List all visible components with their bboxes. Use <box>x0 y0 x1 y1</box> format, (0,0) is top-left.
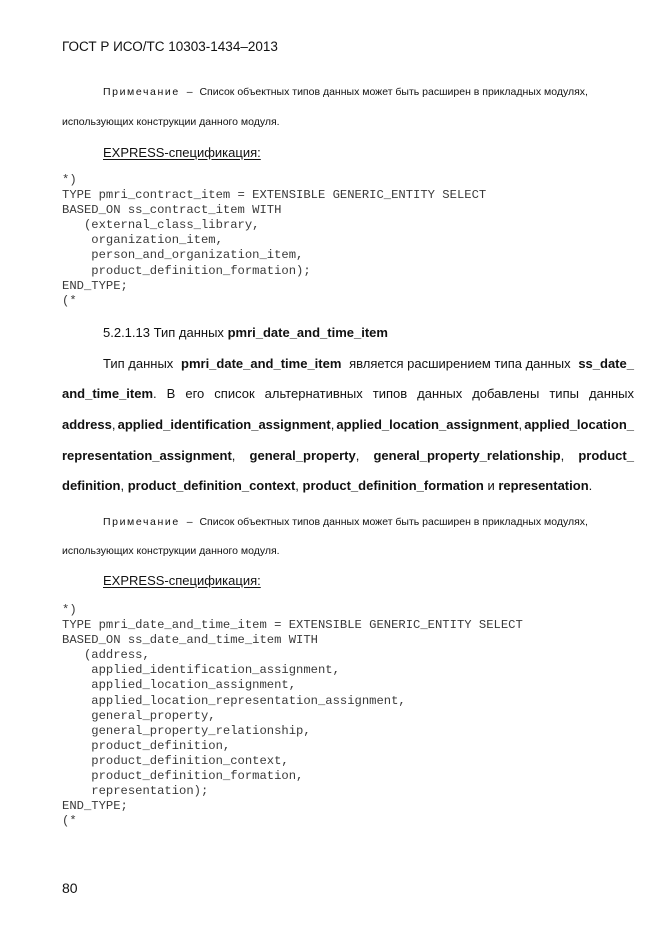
note-1-continuation: использующих конструкции данного модуля. <box>62 116 280 128</box>
express-spec-label-1: EXPRESS-спецификация: <box>103 145 261 160</box>
note-text: Список объектных типов данных может быть расширен в прикладных модулях, <box>199 86 588 98</box>
para-bold-term: definition <box>62 478 121 493</box>
paragraph-line-3: address, applied_identification_assignment, applied_location_assignment, applied_location_ <box>62 417 634 432</box>
para-bold-term: applied_location_assignment <box>336 417 519 432</box>
para-text: является расширением типа данных <box>349 356 571 371</box>
para-bold-term: and_time_item <box>62 386 154 401</box>
para-bold-term: address <box>62 417 112 432</box>
code-block-1-text: *) TYPE pmri_contract_item = EXTENSIBLE GENERIC_ENTITY SELECT BASED_ON ss_contract_item WITH (external_class_library, organization_item, person_and_organization_item, product_definition_formation); END_TYPE; (* <box>62 173 487 308</box>
code-block-2 <box>62 603 523 829</box>
page-number: 80 <box>62 880 78 896</box>
para-bold-term: applied_location_ <box>524 417 634 432</box>
note-text: Список объектных типов данных может быть расширен в прикладных модулях, <box>199 516 588 528</box>
note-label: Примечание <box>103 86 180 98</box>
section-number: 5.2.1.13 <box>103 325 150 340</box>
note-dash: – <box>186 86 193 98</box>
section-prefix: Тип данных <box>153 325 224 340</box>
code-block-1 <box>62 173 486 309</box>
note-dash: – <box>186 516 193 528</box>
note-label: Примечание <box>103 516 180 528</box>
para-bold-term: representation <box>498 478 589 493</box>
para-text: и <box>487 478 495 493</box>
para-text: . В его список альтернативных типов данных добавлены типы данных <box>153 386 634 401</box>
para-bold-term: general_property_relationship <box>373 448 561 463</box>
para-bold-term: product_definition_context <box>127 478 296 493</box>
paragraph-line-1 <box>103 356 634 371</box>
para-bold-term: representation_assignment <box>62 448 232 463</box>
para-text: Тип данных <box>103 356 174 371</box>
paragraph-line-2 <box>62 386 634 401</box>
note-1 <box>103 86 588 98</box>
paragraph-line-4: representation_assignment, general_property, general_property_relationship, product_ <box>62 448 634 463</box>
note-2-continuation: использующих конструкции данного модуля. <box>62 545 280 557</box>
express-spec-label-2: EXPRESS-спецификация: <box>103 573 261 588</box>
para-bold-term: ss_date_ <box>578 356 634 371</box>
para-bold-term: product_ <box>578 448 634 463</box>
section-heading <box>103 325 388 340</box>
document-header: ГОСТ Р ИСО/ТС 10303-1434–2013 <box>62 39 278 54</box>
section-type-name: pmri_date_and_time_item <box>227 325 388 340</box>
paragraph-line-5: definition, product_definition_context, product_definition_formation и representation. <box>62 478 593 493</box>
para-bold-term: pmri_date_and_time_item <box>181 356 342 371</box>
para-bold-term: general_property <box>249 448 356 463</box>
code-block-2-text: *) TYPE pmri_date_and_time_item = EXTENSIBLE GENERIC_ENTITY SELECT BASED_ON ss_date_and_time_item WITH (address, applied_identification_assignment, applied_location_assignment, applied_location_representation_assignment, general_property, general_property_relationship, product_definition, product_definition_context, product_definition_formation, representation); END_TYPE; (* <box>62 603 523 829</box>
para-bold-term: applied_identification_assignment <box>117 417 331 432</box>
para-bold-term: product_definition_formation <box>302 478 484 493</box>
note-2 <box>103 516 588 528</box>
